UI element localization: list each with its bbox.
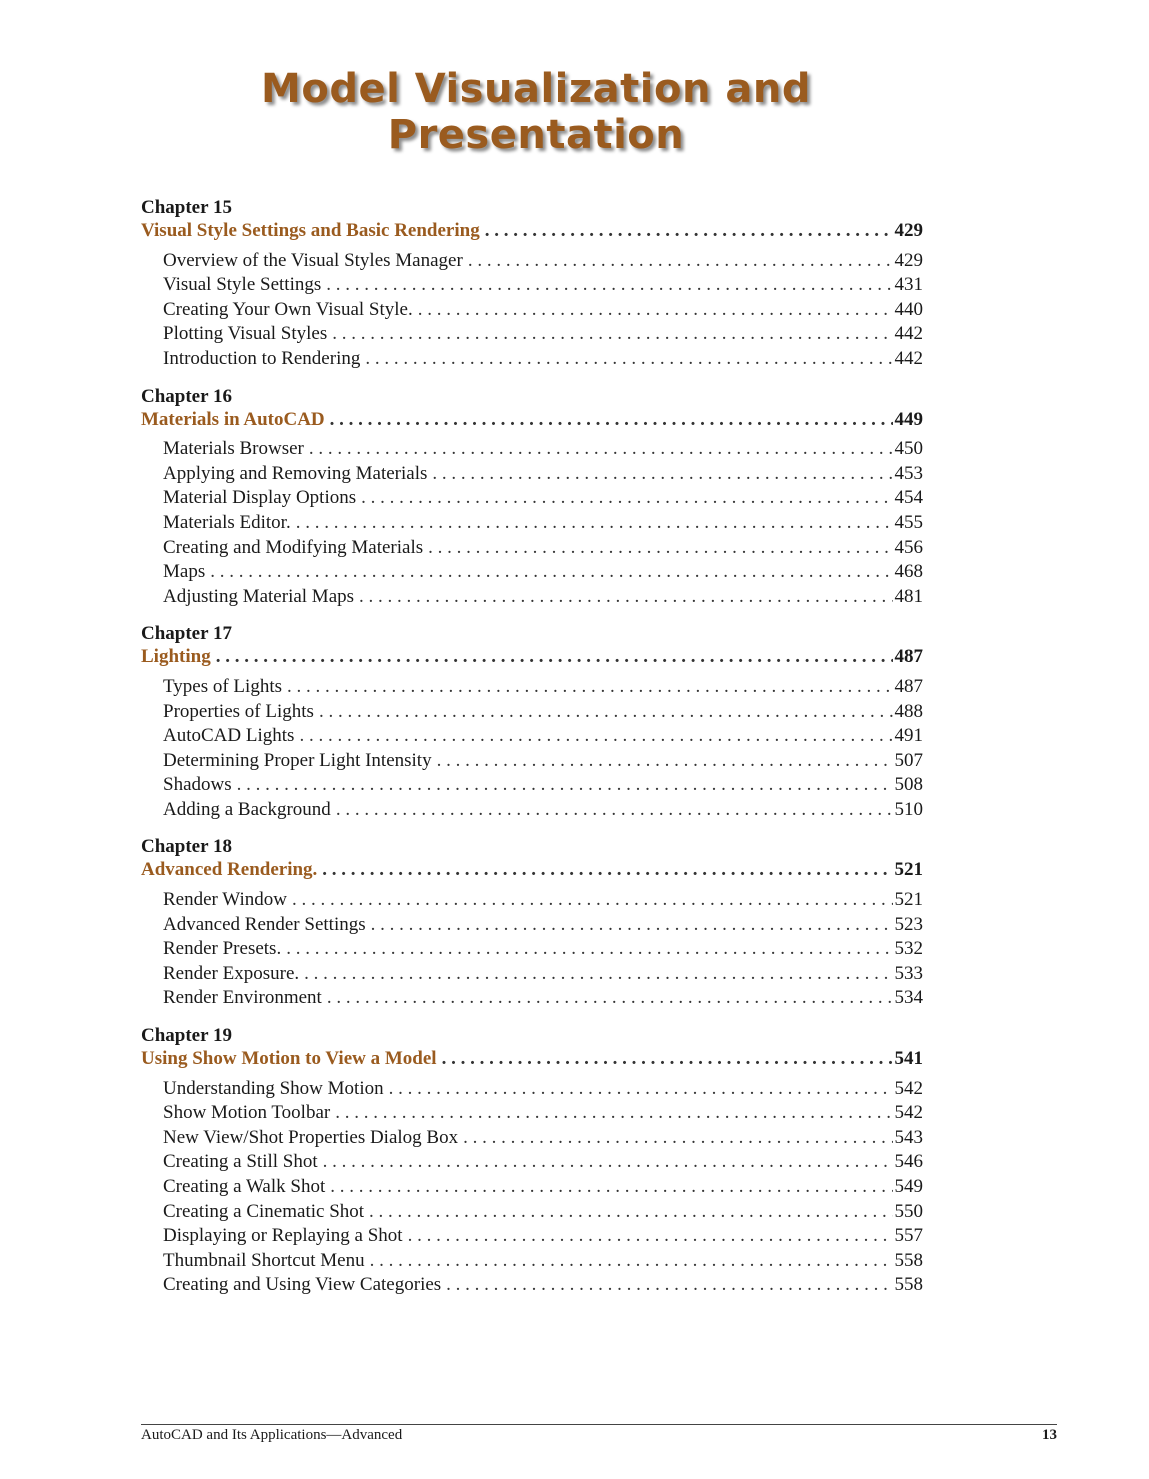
toc-entry-text: Advanced Render Settings [163, 913, 366, 935]
part-title [200, 66, 872, 158]
toc-entry[interactable] [141, 1101, 923, 1126]
toc-entry[interactable] [141, 347, 923, 372]
chapter-section [141, 386, 923, 610]
toc-entry[interactable] [141, 298, 923, 323]
toc-entry-text: Shadows [163, 774, 232, 796]
chapter-title[interactable] [141, 408, 923, 433]
dot-leader [446, 1273, 892, 1298]
page-number: 442 [894, 347, 923, 369]
dot-leader [210, 560, 892, 585]
page-number: 558 [894, 1249, 923, 1271]
toc-entry[interactable] [141, 749, 923, 774]
dot-leader [359, 585, 892, 610]
toc-entry-text: Creating and Modifying Materials [163, 536, 424, 558]
toc-entry-text: Materials Editor. [163, 511, 291, 533]
toc-entry[interactable] [141, 273, 923, 298]
dot-leader [299, 724, 892, 749]
toc-entry-text: Understanding Show Motion [163, 1077, 384, 1099]
toc-entry-text: Maps [163, 561, 206, 583]
page-number: 541 [894, 1048, 923, 1070]
chapter-section [141, 623, 923, 822]
chapter-title[interactable] [141, 1047, 923, 1072]
toc-entry[interactable] [141, 585, 923, 610]
page-number: 429 [894, 220, 923, 241]
toc-entry[interactable] [141, 1224, 923, 1249]
toc-entry[interactable] [141, 798, 923, 823]
dot-leader [361, 486, 892, 511]
toc-entry[interactable] [141, 1273, 923, 1298]
dot-leader [330, 408, 893, 433]
dot-leader [327, 986, 893, 1011]
toc-entry[interactable] [141, 486, 923, 511]
toc-entry-text: Creating a Still Shot [163, 1151, 318, 1173]
page-number: 508 [894, 774, 923, 796]
page-number: 546 [894, 1151, 923, 1173]
toc-entry[interactable] [141, 1150, 923, 1175]
toc-entry[interactable] [141, 724, 923, 749]
page-number: 481 [894, 585, 923, 607]
page-number: 521 [894, 889, 923, 911]
dot-leader [463, 1126, 892, 1151]
toc-entry[interactable] [141, 322, 923, 347]
dot-leader [485, 219, 893, 244]
page-number: 532 [894, 938, 923, 960]
toc-entry-text: Applying and Removing Materials [163, 462, 428, 484]
toc-entry-text: Creating Your Own Visual Style. [163, 298, 413, 320]
toc-entry[interactable] [141, 536, 923, 561]
page-number: 456 [894, 536, 923, 558]
toc-entry[interactable] [141, 249, 923, 274]
toc-entry[interactable] [141, 675, 923, 700]
chapter-title-text: Using Show Motion to View a Model [141, 1048, 437, 1070]
footer-book-title: AutoCAD and Its Applications—Advanced [141, 1427, 403, 1443]
toc-entry[interactable] [141, 511, 923, 536]
dot-leader [292, 888, 893, 913]
page-number: 542 [894, 1102, 923, 1124]
page-number: 521 [894, 859, 923, 881]
page-number: 431 [894, 274, 923, 296]
chapter-label: Chapter 17 [141, 623, 232, 645]
page-number: 453 [894, 462, 923, 484]
toc-entry-text: Adding a Background [163, 798, 331, 820]
page-number: 488 [894, 700, 923, 722]
toc-entry-text: Types of Lights [163, 675, 282, 697]
chapter-title-text: Lighting [141, 646, 211, 668]
toc-entry-text: Overview of the Visual Styles Manager [163, 249, 463, 271]
footer-divider [141, 1424, 1057, 1425]
dot-leader [322, 858, 892, 883]
chapter-title[interactable] [141, 645, 923, 670]
toc-entry[interactable] [141, 1249, 923, 1274]
page-number: 557 [894, 1225, 923, 1247]
toc-entry[interactable] [141, 1077, 923, 1102]
toc-entry[interactable] [141, 937, 923, 962]
toc-entry-text: Introduction to Rendering [163, 347, 361, 369]
chapter-label: Chapter 19 [141, 1025, 232, 1047]
toc-entry[interactable] [141, 773, 923, 798]
dot-leader [370, 1249, 893, 1274]
dot-leader [304, 962, 892, 987]
dot-leader [335, 1101, 892, 1126]
dot-leader [237, 773, 893, 798]
dot-leader [319, 700, 893, 725]
dot-leader [332, 322, 892, 347]
page-number: 507 [894, 749, 923, 771]
dot-leader [330, 1175, 892, 1200]
page-number: 534 [894, 987, 923, 1009]
toc-entry-text: Adjusting Material Maps [163, 585, 355, 607]
page-number: 542 [894, 1077, 923, 1099]
page-number: 455 [894, 511, 923, 533]
table-of-contents [141, 197, 923, 1312]
toc-entry[interactable] [141, 1175, 923, 1200]
footer-page-number: 13 [1042, 1427, 1057, 1443]
toc-entry[interactable] [141, 462, 923, 487]
chapter-title[interactable] [141, 858, 923, 883]
page-number: 487 [894, 646, 923, 668]
toc-entry[interactable] [141, 560, 923, 585]
page-number: 558 [894, 1274, 923, 1296]
page-number: 440 [894, 298, 923, 320]
page-number: 543 [894, 1126, 923, 1148]
part-title-line-1: Model Visualization and [261, 66, 811, 112]
dot-leader [437, 749, 893, 774]
dot-leader [432, 462, 892, 487]
page-number: 442 [894, 323, 923, 345]
chapter-section [141, 1025, 923, 1298]
page-number: 487 [894, 675, 923, 697]
page-number: 491 [894, 725, 923, 747]
toc-entry-text: Render Exposure. [163, 962, 300, 984]
page-number: 549 [894, 1176, 923, 1197]
toc-entry-text: Displaying or Replaying a Shot [163, 1225, 403, 1247]
toc-entry-text: Creating a Cinematic Shot [163, 1200, 365, 1222]
dot-leader [287, 675, 893, 700]
toc-entry[interactable] [141, 1200, 923, 1225]
page-number: 454 [894, 487, 923, 509]
dot-leader [365, 347, 892, 372]
dot-leader [428, 536, 892, 561]
toc-entry-text: Creating a Walk Shot [163, 1176, 326, 1197]
toc-entry[interactable] [141, 437, 923, 462]
page-number: 550 [894, 1200, 923, 1222]
part-title-line-2: Presentation [387, 112, 685, 158]
toc-entry-text: Materials Browser [163, 438, 304, 460]
toc-entry-text: Creating and Using View Categories [163, 1274, 442, 1296]
dot-leader [309, 437, 893, 462]
toc-entry-text: Render Presets. [163, 938, 282, 960]
chapter-label: Chapter 15 [141, 197, 232, 218]
dot-leader [296, 511, 893, 536]
chapter-section [141, 197, 923, 372]
page-number: 523 [894, 913, 923, 935]
toc-entry-text: Render Window [163, 889, 287, 911]
chapter-title[interactable] [141, 219, 923, 244]
toc-entry-text: Thumbnail Shortcut Menu [163, 1249, 365, 1271]
toc-entry-text: New View/Shot Properties Dialog Box [163, 1126, 459, 1148]
page-number: 468 [894, 561, 923, 583]
dot-leader [336, 798, 893, 823]
toc-entry-text: AutoCAD Lights [163, 725, 295, 747]
page-number: 510 [894, 798, 923, 820]
toc-entry-text: Plotting Visual Styles [163, 323, 328, 345]
page-number: 450 [894, 438, 923, 460]
toc-entry-text: Visual Style Settings [163, 274, 322, 296]
toc-entry[interactable] [141, 913, 923, 938]
chapter-title-text: Materials in AutoCAD [141, 408, 325, 430]
chapter-title-text: Visual Style Settings and Basic Rendering [141, 220, 480, 241]
dot-leader [389, 1077, 893, 1102]
toc-entry-text: Show Motion Toolbar [163, 1102, 331, 1124]
toc-entry-text: Material Display Options [163, 487, 357, 509]
page-number: 449 [894, 408, 923, 430]
toc-entry[interactable] [141, 962, 923, 987]
chapter-label: Chapter 16 [141, 385, 232, 407]
page-number: 533 [894, 962, 923, 984]
toc-entry[interactable] [141, 888, 923, 913]
toc-entry[interactable] [141, 700, 923, 725]
chapter-title-text: Advanced Rendering. [141, 859, 318, 881]
dot-leader [369, 1200, 892, 1225]
dot-leader [408, 1224, 893, 1249]
page-number: 429 [894, 249, 923, 271]
dot-leader [442, 1047, 893, 1072]
chapter-label: Chapter 18 [141, 836, 232, 858]
dot-leader [468, 249, 893, 274]
dot-leader [418, 298, 893, 323]
dot-leader [326, 273, 892, 298]
dot-leader [371, 913, 893, 938]
chapter-section [141, 836, 923, 1011]
toc-entry[interactable] [141, 986, 923, 1011]
toc-entry-text: Render Environment [163, 987, 322, 1009]
dot-leader [323, 1150, 893, 1175]
toc-entry[interactable] [141, 1126, 923, 1151]
toc-entry-text: Properties of Lights [163, 700, 314, 722]
dot-leader [216, 645, 893, 670]
toc-entry-text: Determining Proper Light Intensity [163, 749, 432, 771]
dot-leader [286, 937, 892, 962]
